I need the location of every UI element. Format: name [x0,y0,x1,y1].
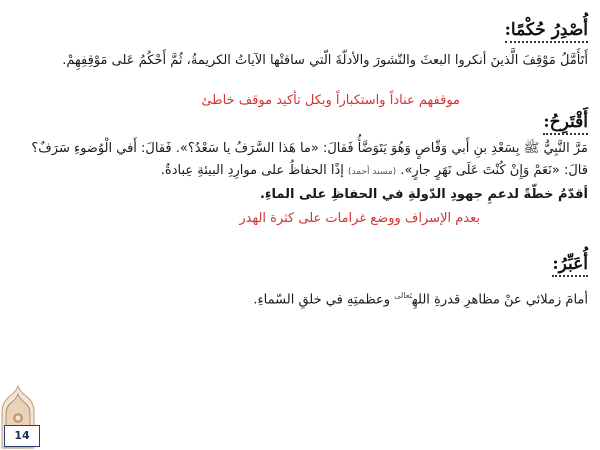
section2-task: أقدّمُ خطّةً لدعمِ جهودِ الدّولةِ في الحفاظِ على الماءِ. [259,187,588,202]
section3-prompt-end: وعظمتِهِ في خلقِ السّماءِ. [253,292,391,308]
hadith-reference: (مسند أحمد) [348,167,397,177]
section2-hadith-line: مَرَّ النَّبِيُّ ﷺ بِسَعْدِ بنِ أَبي وَقّاصٍ وَهُوَ يَتَوَضَّأُ فَقالَ: «ما هَذا السَّرَفُ يا سَعْدُ؟». فَقالَ: أَفي الْوُضوءِ سَرَفٌ؟ [31,141,588,156]
section3-prompt-start: أمامَ زملائي عنْ مظاهرِ قدرةِ اللهِ [412,292,588,308]
section1-handwritten-answer: موقفهم عناداً واستكباراً وبكل تأكيد موقف خاطئ [201,93,460,108]
section-title-express: أُعَبِّرُ: [552,254,588,274]
section-title-judge: أُصْدِرُ حُكْمًا: [505,20,588,40]
section-title-suggest: أَقْتَرِحُ: [543,112,588,132]
section2-hadith-answer [8,162,588,181]
page-number: 14 [4,425,40,447]
taala-mark: تَعالى [394,291,413,300]
section2-handwritten-answer: بعدم الإسراف ووضع غرامات على كثرة الهدر [239,211,480,226]
section3-prompt [8,287,588,309]
hadith-quote: قالَ: «نَعَمْ وَإِنْ كُنْتَ عَلَى نَهَرٍ جارٍ». [400,163,588,178]
section1-prompt: أَتَأَمَّلُ مَوْقِفَ الَّذينَ أنكروا البعثَ والنّشورَ والأدلّةَ الّتي ساقتْها الآياتُ الكريمةُ، ثُمَّ أَحْكُمُ عَلى مَوْقِفِهِمْ. [62,53,588,68]
hadith-conclusion: إذًا الحفاظُ على موارِدِ البيئةِ عِبادةٌ. [160,163,344,178]
